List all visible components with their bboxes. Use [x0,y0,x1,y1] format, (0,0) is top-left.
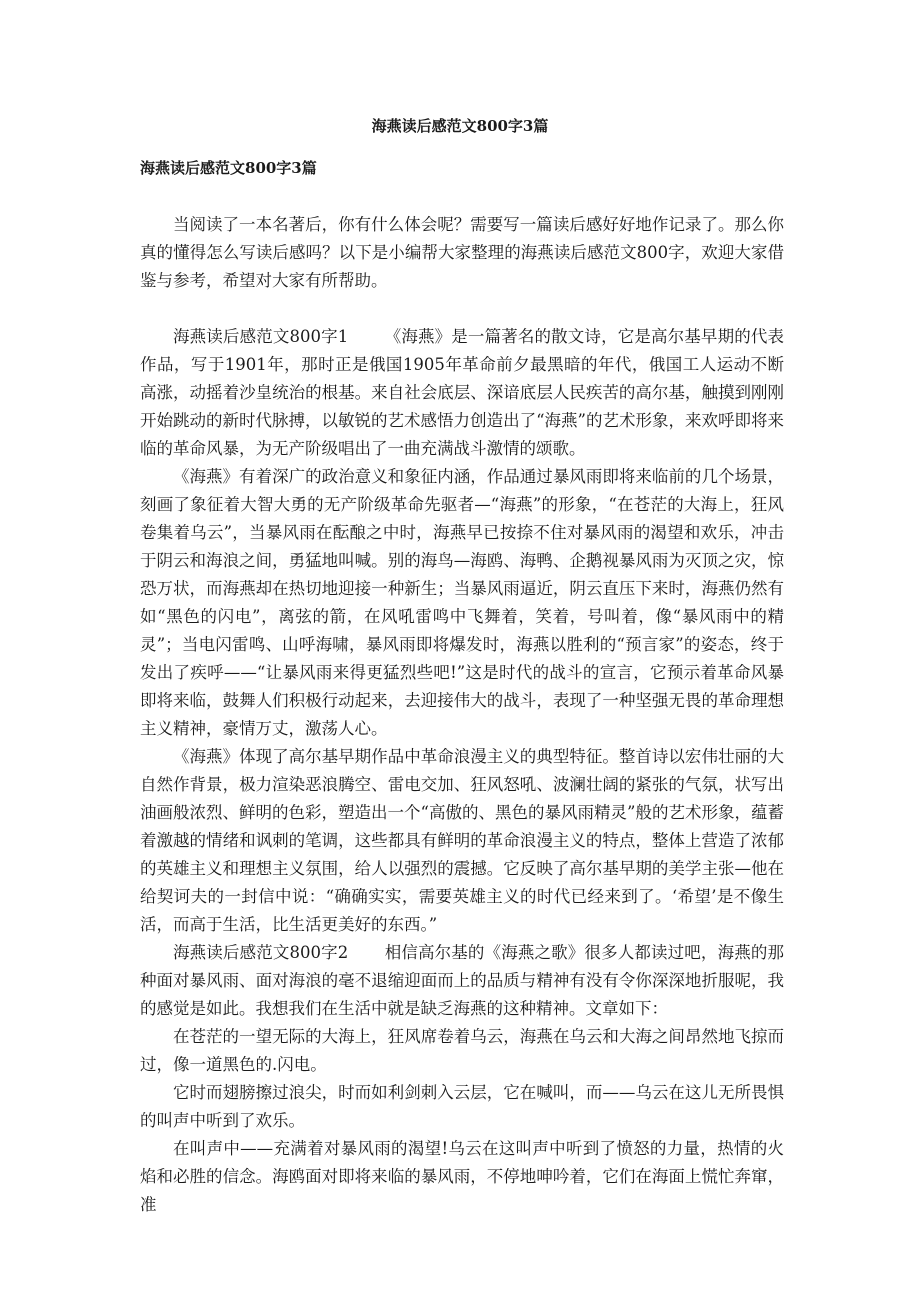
section2-quote-2: 它时而翅膀擦过浪尖，时而如利剑刺入云层，它在喊叫，而——乌云在这儿无所畏惧的叫声中听到了欢乐。 [140,1083,784,1130]
section1-paragraph-3: 《海燕》体现了高尔基早期作品中革命浪漫主义的典型特征。整首诗以宏伟壮丽的大自然作背景，极力渲染恶浪腾空、雷电交加、狂风怒吼、波澜壮阔的紧张的气氛，状写出油画般浓烈、鲜明的色彩，塑造出一个“高傲的、黑色的暴风雨精灵”般的艺术形象，蕴蓄着激越的情绪和讽刺的笔调，这些都具有鲜明的革命浪漫主义的特点，整体上营造了浓郁的英雄主义和理想主义氛围，给人以强烈的震撼。它反映了高尔基早期的美学主张—他在给契诃夫的一封信中说：“确确实实，需要英雄主义的时代已经来到了。‘希望’是不像生活，而高于生活，比生活更美好的东西。” [140,747,784,934]
document-subtitle: 海燕读后感范文800字3篇 [140,159,317,177]
section1-paragraph [140,323,784,463]
section2-paragraph [140,939,784,1023]
intro-paragraph: 当阅读了一本名著后，你有什么体会呢？需要写一篇读后感好好地作记录了。那么你真的懂得怎么写读后感吗？以下是小编帮大家整理的海燕读后感范文800字，欢迎大家借鉴与参考，希望对大家有所帮助。 [140,215,784,290]
section2-quote-3: 在叫声中——充满着对暴风雨的渴望!乌云在这叫声中听到了愤怒的力量，热情的火焰和必胜的信念。海鸥面对即将来临的暴风雨，不停地呻吟着，它们在海面上慌忙奔窜，准 [140,1139,784,1214]
section2-text: 相信高尔基的《海燕之歌》很多人都读过吧，海燕的那种面对暴风雨、面对海浪的毫不退缩迎面而上的品质与精神有没有令你深深地折服呢，我的感觉是如此。我想我们在生活中就是缺乏海燕的这种精神。文章如下： [140,943,784,1018]
page-title: 海燕读后感范文800字3篇 [371,117,549,135]
section1-paragraph-2: 《海燕》有着深广的政治意义和象征内涵，作品通过暴风雨即将来临前的几个场景，刻画了象征着大智大勇的无产阶级革命先驱者—“海燕”的形象，“在苍茫的大海上，狂风卷集着乌云”，当暴风雨在酝酿之中时，海燕早已按捺不住对暴风雨的渴望和欢乐，冲击于阴云和海浪之间，勇猛地叫喊。别的海鸟—海鸥、海鸭、企鹅视暴风雨为灭顶之灾，惊恐万状，而海燕却在热切地迎接一种新生；当暴风雨逼近，阴云直压下来时，海燕仍然有如“黑色的闪电”，离弦的箭，在风吼雷鸣中飞舞着，笑着，号叫着，像“暴风雨中的精灵”；当电闪雷鸣、山呼海啸，暴风雨即将爆发时，海燕以胜利的“预言家”的姿态，终于发出了疾呼——“让暴风雨来得更猛烈些吧!”这是时代的战斗的宣言，它预示着革命风暴即将来临，鼓舞人们积极行动起来，去迎接伟大的战斗，表现了一种坚强无畏的革命理想主义精神，豪情万丈，激荡人心。 [140,467,784,738]
document-body [140,211,784,1219]
section1-text: 《海燕》是一篇著名的散文诗，它是高尔基早期的代表作品，写于1901年，那时正是俄国1905年革命前夕最黑暗的年代，俄国工人运动不断高涨，动摇着沙皇统治的根基。来自社会底层、深谙底层人民疾苦的高尔基，触摸到刚刚开始跳动的新时代脉搏，以敏锐的艺术感悟力创造出了“海燕”的艺术形象，来欢呼即将来临的革命风暴，为无产阶级唱出了一曲充满战斗激情的颂歌。 [140,327,784,458]
section2-heading: 海燕读后感范文800字2 [173,943,349,962]
section2-quote-1: 在苍茫的一望无际的大海上，狂风席卷着乌云，海燕在乌云和大海之间昂然地飞掠而过，像一道黑色的.闪电。 [140,1027,784,1074]
section1-heading: 海燕读后感范文800字1 [173,327,349,346]
